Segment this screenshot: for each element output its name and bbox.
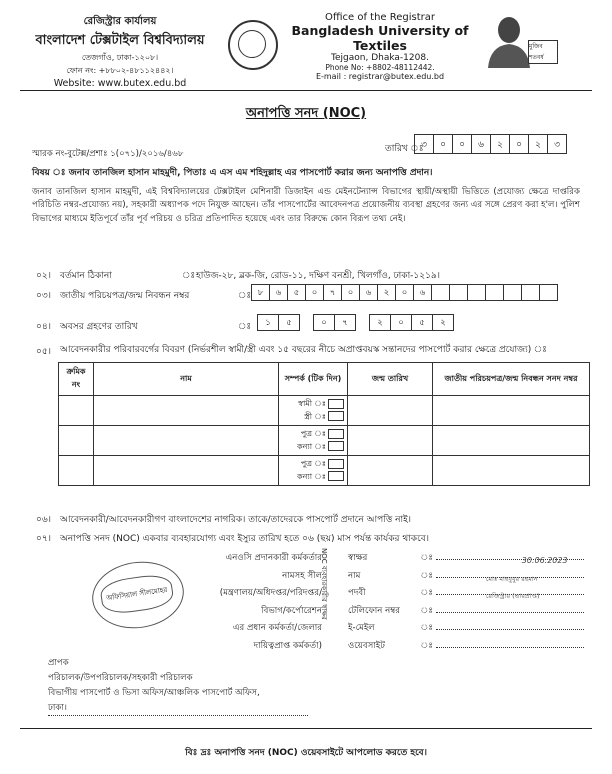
office-name-en: Office of the Registrar (324, 12, 436, 23)
relation-checkbox[interactable] (328, 429, 344, 439)
nid-digit (539, 284, 558, 301)
relation-option-label: স্বামী ঃ (298, 399, 326, 409)
column-header: জন্ম তারিখ (348, 363, 433, 396)
header-right-block (285, 12, 475, 81)
recipient-line: বিভাগীয় পাসপোর্ট ও ভিসা অফিস/আঞ্চলিক পাসপোর্ট অফিস, (48, 688, 260, 698)
body-paragraph: জনাব তানজিল হাসান মাহমুদী, এই বিশ্ববিদ্যালয়ের টেক্সটাইল মেশিনারী ডিজাইন এন্ড মেইনটেন্যান্স বিভাগের স্থায়ী/অস্থায়ী ভিত্তিতে (প্রযোজ্য ক্ষেত্রে দাপ্তরিক পরিচিতি নম্বর-প্রযোজ্য নয়), সহকারী অধ্যাপক পদে নিযুক্ত আছেন। তাঁর পাসপোর্টের আবেদনপত্র প্রয়োজনীয় ব্যবস্থা গ্রহণের জন্য এর সঙ্গে প্রেরণ করা হ'ল। পুলিশ বিভাগের মাধ্যমে ইতিপূর্বে তাঁর পূর্ব পরিচয় ও চরিত্র প্রতিপাদিত হয়েছে এবং তার বিরুদ্ধে কোন বিরূপ তথ্য নেই। (32, 187, 580, 224)
phone-bn: ফোন নং: +৮৮০২-৪৮১১২৪৪২। (66, 66, 174, 75)
website-field[interactable] (436, 647, 584, 648)
table-row (59, 426, 590, 456)
relation-checkbox[interactable] (328, 459, 344, 469)
field-label: পদবী (348, 588, 366, 599)
relation-checkbox[interactable] (328, 441, 344, 451)
name-stamp: মোঃ মাহবুবুর রহমান (485, 574, 538, 583)
column-header: সম্পর্ক (টিক দিন) (279, 363, 348, 396)
website-link[interactable]: Website: www.butex.edu.bd (53, 78, 187, 89)
dob-cell[interactable] (348, 426, 433, 456)
citizenship-statement: আবেদনকারী/আবেদনকারীগণ বাংলাদেশের নাগরিক। তাকে/তাদেরকে পাসপোর্ট প্রদানে আপত্তি নাই। (60, 515, 412, 525)
date-digit: ০ (452, 134, 472, 154)
signatory-line: (মন্ত্রণালয়/অধিদপ্তর/পরিদপ্তর/ (219, 588, 322, 599)
present-address-label: বর্তমান ঠিকানা (60, 271, 112, 281)
retirement-digit: ৫ (278, 314, 300, 331)
recipient-label: প্রাপক (48, 658, 69, 668)
nid-digit: ০ (305, 284, 324, 301)
signatory-fields (348, 550, 588, 656)
date-digit: ০ (433, 134, 453, 154)
footer-note: বিঃ দ্রঃ অনাপত্তি সনদ (NOC) ওয়েবসাইটে আপলোড করতে হবে। (185, 748, 427, 758)
nid-digit: ২ (377, 284, 396, 301)
date-digit: ২ (528, 134, 548, 154)
retirement-digit: ১ (257, 314, 279, 331)
item-number: ০৬। (36, 515, 51, 525)
recipient-line: ঢাকা। (48, 701, 308, 716)
dob-cell[interactable] (348, 456, 433, 486)
name-cell[interactable] (94, 396, 279, 426)
seal-label: অফিসিয়াল সীলমোহর (99, 572, 175, 616)
nid-digit: ৬ (269, 284, 288, 301)
field-label: নাম (348, 570, 361, 581)
column-header: জাতীয় পরিচয়পত্র/জন্ম নিবন্ধন সনদ নম্বর (433, 363, 590, 396)
nid-digit: ৬ (413, 284, 432, 301)
nid-digit: ০ (395, 284, 414, 301)
official-seal-icon (88, 556, 188, 634)
nid-cell[interactable] (433, 426, 590, 456)
relation-cell (279, 396, 348, 426)
phone-en: Phone No: +8802-48112442. (325, 63, 435, 72)
mujib-badge-icon: মুজিব শতবর্ষ (528, 40, 558, 64)
phone-field[interactable] (436, 612, 584, 613)
recipient-line: পরিচালক/উপপরিচালক/সহকারী পরিচালক (48, 673, 193, 683)
serial-cell (59, 456, 94, 486)
signatory-line: বিভাগ/কর্পোরেশন (261, 605, 322, 616)
separator: ঃ (238, 322, 252, 332)
retirement-date-label: অবসর গ্রহণের তারিখ (60, 322, 138, 332)
office-name-bn: রেজিস্ট্রার কার্যালয় (83, 16, 157, 27)
header-left-block (20, 14, 220, 89)
retirement-date-boxes (258, 314, 454, 331)
date-boxes (415, 134, 567, 154)
field-row-email (348, 620, 588, 638)
university-logo-icon (228, 20, 278, 70)
field-row-name (348, 568, 588, 586)
family-table (58, 362, 590, 486)
item-number: ০৩। (36, 291, 51, 301)
relation-option-label: কন্যা ঃ (297, 471, 326, 481)
relation-cell (279, 426, 348, 456)
signatory-line: দায়িত্বপ্রাপ্ত কর্মকর্তা) (253, 641, 322, 652)
vertical-note: NOC ব্যবহারকারীর স্বাক্ষর (320, 548, 328, 620)
date-digit: ০ (509, 134, 529, 154)
present-address-value: হাউজ-২৮, ব্লক-জি, রোড-১১, দক্ষিণ বনশ্রী, খিলগাঁও, ঢাকা-১২১৯। (196, 271, 441, 281)
nid-digit (503, 284, 522, 301)
address-bn: তেজগাঁও, ঢাকা-১২০৮। (81, 53, 159, 62)
retirement-digit: ০ (390, 314, 412, 331)
nid-digit: ৮ (251, 284, 270, 301)
field-label: ওয়েবসাইট (348, 641, 385, 652)
relation-checkbox[interactable] (328, 471, 344, 481)
portrait-icon (484, 12, 534, 68)
retirement-digit: ৭ (334, 314, 356, 331)
nid-digit: ০ (341, 284, 360, 301)
nid-digit: ৫ (287, 284, 306, 301)
relation-option-label: কন্যা ঃ (297, 441, 326, 451)
field-label: ই-মেইল (348, 623, 375, 634)
date-digit: ৬ (471, 134, 491, 154)
item-number: ০৭। (36, 534, 51, 544)
university-name-en: Bangladesh University of Textiles (291, 23, 469, 53)
nid-digit-boxes (252, 284, 558, 301)
relation-checkbox[interactable] (328, 399, 344, 409)
email-field[interactable] (436, 629, 584, 630)
signatory-line: এনওসি প্রদানকারী কর্মকর্তার (225, 553, 322, 563)
signature-field[interactable] (436, 556, 584, 565)
signatory-line: নামসহ সীল (282, 570, 322, 581)
field-row-phone (348, 603, 588, 621)
separator: ঃ (182, 271, 196, 281)
university-name-bn: বাংলাদেশ টেক্সটাইল বিশ্ববিদ্যালয় (35, 33, 205, 48)
nid-digit (449, 284, 468, 301)
nid-digit (431, 284, 450, 301)
item-number: ০৪। (36, 322, 51, 332)
table-row (59, 456, 590, 486)
nid-digit: ৭ (323, 284, 342, 301)
date-digit: ৩ (414, 134, 434, 154)
validity-statement: অনাপত্তি সনদ (NOC) একবার ব্যবহারযোগ্য এবং ইস্যুর তারিখ হতে ০৬ (ছয়) মাস পর্যন্ত কার্যকর থাকবে। (60, 534, 429, 544)
date-digit: ২ (490, 134, 510, 154)
serial-cell (59, 396, 94, 426)
address-en: Tejgaon, Dhaka-1208. (331, 53, 429, 63)
serial-cell (59, 426, 94, 456)
nid-digit (467, 284, 486, 301)
separator: ঃ (238, 291, 252, 301)
field-row-designation (348, 585, 588, 603)
relation-checkbox[interactable] (328, 411, 344, 421)
signature-date: 30.06.2023 (521, 556, 568, 565)
field-label: টেলিফোন নম্বর (348, 605, 401, 616)
retirement-digit: ৫ (411, 314, 433, 331)
relation-option-label: স্ত্রী ঃ (304, 411, 326, 421)
nid-digit (521, 284, 540, 301)
nid-cell[interactable] (433, 456, 590, 486)
header-divider (20, 90, 592, 91)
table-row (59, 396, 590, 426)
dob-cell[interactable] (348, 396, 433, 426)
page-title: অনাপত্তি সনদ (NOC) (245, 106, 367, 121)
field-label: স্বাক্ষর (348, 553, 368, 563)
signatory-title-block (190, 550, 322, 656)
footer-divider (20, 728, 592, 729)
item-number: ০৫। (36, 347, 51, 357)
name-cell[interactable] (94, 426, 279, 456)
family-details-label: আবেদনকারীর পরিবারবর্গের বিবরণ (নির্ভরশীল স্বামী/স্ত্রী এবং ১৫ বছরের নীচে অপ্রাপ্তবয়স্ক সন্তানদের পাসপোর্ট করার ক্ষেত্রে প্রযোজ্য) ঃ (60, 345, 547, 355)
relation-cell (279, 456, 348, 486)
email-link[interactable]: E-mail : registrar@butex.edu.bd (315, 72, 445, 81)
retirement-digit: ২ (432, 314, 454, 331)
nid-label: জাতীয় পরিচয়পত্র/জন্ম নিবন্ধন নম্বর (60, 291, 190, 301)
nid-digit (485, 284, 504, 301)
name-cell[interactable] (94, 456, 279, 486)
column-header: ক্রমিক নং (59, 363, 94, 396)
date-label: তারিখ ঃ (385, 144, 424, 154)
field-row-website (348, 638, 588, 656)
retirement-digit: ০ (313, 314, 335, 331)
retirement-digit: ২ (369, 314, 391, 331)
date-digit: ৩ (547, 134, 567, 154)
item-number: ০২। (36, 271, 51, 281)
field-row-signature (348, 550, 588, 568)
designation-stamp: রেজিস্ট্রার (ভারপ্রাপ্ত) (485, 592, 540, 601)
column-header: নাম (94, 363, 279, 396)
relation-option-label: পুত্র ঃ (300, 459, 326, 469)
relation-option-label: পুত্র ঃ (300, 429, 326, 439)
subject-line: বিষয় ঃ জনাব তানজিল হাসান মাহমুদী, পিতাঃ এ এস এম শহিদুল্লাহ এর পাসপোর্ট করার জন্য অনাপত্তি প্রদান। (32, 168, 433, 178)
table-header-row (59, 363, 590, 396)
reference-number: স্মারক নং-বুটেক্স/প্রশাঃ ১(০৭১)/২০১৬/৪৬৮ (32, 149, 184, 159)
nid-digit: ৬ (359, 284, 378, 301)
designation-field[interactable] (436, 592, 584, 601)
nid-cell[interactable] (433, 396, 590, 426)
name-field[interactable] (436, 574, 584, 583)
signatory-line: এর প্রধান কর্মকর্তা/জেলার (232, 623, 322, 634)
